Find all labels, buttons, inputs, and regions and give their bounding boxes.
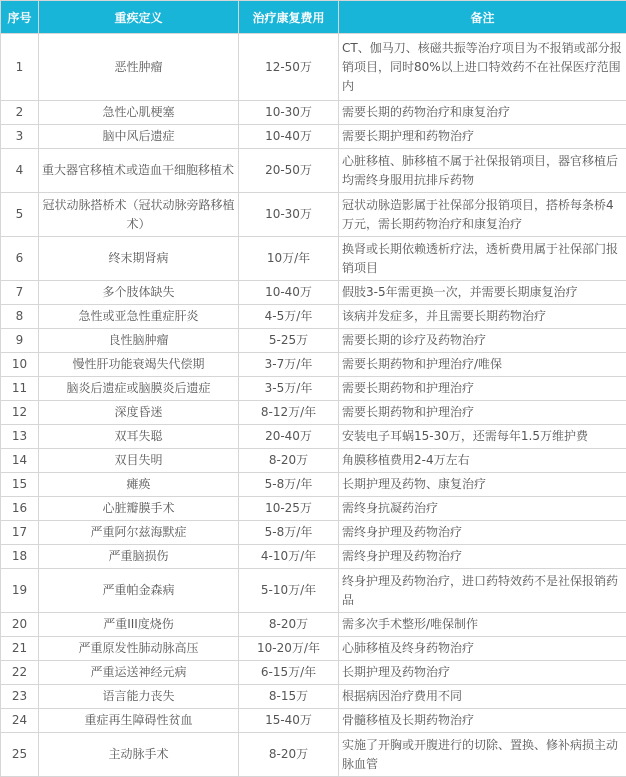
- row-illness: 瘫痪: [39, 473, 239, 497]
- table-row: [1, 237, 626, 281]
- header-illness: 重疾定义: [39, 1, 239, 34]
- row-note: 该病并发症多，并且需要长期药物治疗: [339, 305, 626, 329]
- row-cost: 10-30万: [239, 193, 339, 237]
- table-row: [1, 34, 626, 101]
- table-row: [1, 521, 626, 545]
- row-cost: 10万/年: [239, 237, 339, 281]
- row-note: 根据病因治疗费用不同: [339, 685, 626, 709]
- table-header-row: [1, 1, 626, 34]
- row-no: 20: [1, 613, 39, 637]
- row-no: 11: [1, 377, 39, 401]
- row-cost: 5-8万/年: [239, 473, 339, 497]
- row-no: 7: [1, 281, 39, 305]
- header-no: 序号: [1, 1, 39, 34]
- table-row: [1, 401, 626, 425]
- row-no: 5: [1, 193, 39, 237]
- table-row: [1, 425, 626, 449]
- table-row: [1, 377, 626, 401]
- row-illness: 严重原发性肺动脉高压: [39, 637, 239, 661]
- row-illness: 重大器官移植术或造血干细胞移植术: [39, 149, 239, 193]
- row-note: 需要长期的药物治疗和康复治疗: [339, 101, 626, 125]
- row-cost: 4-5万/年: [239, 305, 339, 329]
- row-no: 14: [1, 449, 39, 473]
- row-cost: 6-15万/年: [239, 661, 339, 685]
- row-cost: 15-40万: [239, 709, 339, 733]
- row-note: 实施了开胸或开腹进行的切除、置换、修补病损主动脉血管: [339, 733, 626, 777]
- row-cost: 10-20万/年: [239, 637, 339, 661]
- row-cost: 10-40万: [239, 125, 339, 149]
- row-illness: 深度昏迷: [39, 401, 239, 425]
- row-illness: 重症再生障碍性贫血: [39, 709, 239, 733]
- row-illness: 严重III度烧伤: [39, 613, 239, 637]
- row-illness: 脑中风后遗症: [39, 125, 239, 149]
- row-cost: 8-12万/年: [239, 401, 339, 425]
- row-no: 15: [1, 473, 39, 497]
- row-illness: 严重运送神经元病: [39, 661, 239, 685]
- row-illness: 良性脑肿瘤: [39, 329, 239, 353]
- row-cost: 20-40万: [239, 425, 339, 449]
- row-note: 长期护理及药物、康复治疗: [339, 473, 626, 497]
- row-illness: 严重帕金森病: [39, 569, 239, 613]
- table-row: [1, 193, 626, 237]
- row-no: 8: [1, 305, 39, 329]
- row-illness: 双耳失聪: [39, 425, 239, 449]
- row-no: 21: [1, 637, 39, 661]
- table-row: [1, 353, 626, 377]
- row-no: 17: [1, 521, 39, 545]
- row-no: 19: [1, 569, 39, 613]
- table-row: [1, 661, 626, 685]
- row-note: 需终身抗凝药治疗: [339, 497, 626, 521]
- row-note: 需要长期药物和护理治疗: [339, 377, 626, 401]
- row-cost: 8-20万: [239, 449, 339, 473]
- row-illness: 终末期肾病: [39, 237, 239, 281]
- table-row: [1, 101, 626, 125]
- table-row: [1, 613, 626, 637]
- row-illness: 脑炎后遗症或脑膜炎后遗症: [39, 377, 239, 401]
- row-cost: 5-25万: [239, 329, 339, 353]
- row-no: 24: [1, 709, 39, 733]
- row-cost: 10-25万: [239, 497, 339, 521]
- row-cost: 5-8万/年: [239, 521, 339, 545]
- table-row: [1, 473, 626, 497]
- row-note: 需要长期护理和药物治疗: [339, 125, 626, 149]
- row-cost: 8-20万: [239, 733, 339, 777]
- row-note: 终身护理及药物治疗，进口药特效药不是社保报销药品: [339, 569, 626, 613]
- row-cost: 10-40万: [239, 281, 339, 305]
- row-note: 换肾或长期依赖透析疗法，透析费用属于社保部门报销项目: [339, 237, 626, 281]
- row-note: 角膜移植费用2-4万左右: [339, 449, 626, 473]
- table-row: [1, 709, 626, 733]
- table-row: [1, 569, 626, 613]
- row-illness: 冠状动脉搭桥术（冠状动脉旁路移植术）: [39, 193, 239, 237]
- table-row: [1, 281, 626, 305]
- row-note: 需要长期药物和护理治疗: [339, 401, 626, 425]
- table-row: [1, 637, 626, 661]
- row-note: 假肢3-5年需更换一次，并需要长期康复治疗: [339, 281, 626, 305]
- row-illness: 严重阿尔兹海默症: [39, 521, 239, 545]
- row-illness: 急性心肌梗塞: [39, 101, 239, 125]
- row-cost: 5-10万/年: [239, 569, 339, 613]
- row-no: 4: [1, 149, 39, 193]
- header-note: 备注: [339, 1, 626, 34]
- row-note: 需要长期的诊疗及药物治疗: [339, 329, 626, 353]
- row-no: 10: [1, 353, 39, 377]
- row-note: 需终身护理及药物治疗: [339, 521, 626, 545]
- table-row: [1, 685, 626, 709]
- row-no: 16: [1, 497, 39, 521]
- row-note: 心脏移植、肺移植不属于社保报销项目，器官移植后均需终身服用抗排斥药物: [339, 149, 626, 193]
- row-note: 需多次手术整形/唯保制作: [339, 613, 626, 637]
- table-row: [1, 449, 626, 473]
- row-note: 长期护理及药物治疗: [339, 661, 626, 685]
- row-no: 6: [1, 237, 39, 281]
- row-cost: 8-15万: [239, 685, 339, 709]
- row-no: 12: [1, 401, 39, 425]
- row-note: 冠状动脉造影属于社保部分报销项目，搭桥每条桥4万元，需长期药物治疗和康复治疗: [339, 193, 626, 237]
- row-note: 需要长期药物和护理治疗/唯保: [339, 353, 626, 377]
- row-illness: 多个肢体缺失: [39, 281, 239, 305]
- row-cost: 4-10万/年: [239, 545, 339, 569]
- header-cost: 治疗康复费用: [239, 1, 339, 34]
- row-no: 22: [1, 661, 39, 685]
- row-note: CT、伽马刀、核磁共振等治疗项目为不报销或部分报销项目，同时80%以上进口特效药不在社保医疗范围内: [339, 34, 626, 101]
- row-illness: 双目失明: [39, 449, 239, 473]
- table-row: [1, 497, 626, 521]
- row-note: 安装电子耳蜗15-30万，还需每年1.5万维护费: [339, 425, 626, 449]
- row-no: 9: [1, 329, 39, 353]
- row-no: 13: [1, 425, 39, 449]
- row-note: 需终身护理及药物治疗: [339, 545, 626, 569]
- row-cost: 20-50万: [239, 149, 339, 193]
- row-illness: 严重脑损伤: [39, 545, 239, 569]
- table-row: [1, 305, 626, 329]
- row-cost: 3-5万/年: [239, 377, 339, 401]
- row-no: 25: [1, 733, 39, 777]
- row-note: 骨髓移植及长期药物治疗: [339, 709, 626, 733]
- row-illness: 主动脉手术: [39, 733, 239, 777]
- row-cost: 8-20万: [239, 613, 339, 637]
- row-illness: 心脏瓣膜手术: [39, 497, 239, 521]
- row-no: 1: [1, 34, 39, 101]
- table-row: [1, 125, 626, 149]
- row-no: 18: [1, 545, 39, 569]
- row-cost: 3-7万/年: [239, 353, 339, 377]
- row-illness: 语言能力丧失: [39, 685, 239, 709]
- row-no: 23: [1, 685, 39, 709]
- table-row: [1, 733, 626, 777]
- row-illness: 恶性肿瘤: [39, 34, 239, 101]
- row-illness: 慢性肝功能衰竭失代偿期: [39, 353, 239, 377]
- row-illness: 急性或亚急性重症肝炎: [39, 305, 239, 329]
- table-row: [1, 149, 626, 193]
- row-cost: 10-30万: [239, 101, 339, 125]
- table-row: [1, 545, 626, 569]
- row-no: 3: [1, 125, 39, 149]
- row-cost: 12-50万: [239, 34, 339, 101]
- row-note: 心肺移植及终身药物治疗: [339, 637, 626, 661]
- row-no: 2: [1, 101, 39, 125]
- table-row: [1, 329, 626, 353]
